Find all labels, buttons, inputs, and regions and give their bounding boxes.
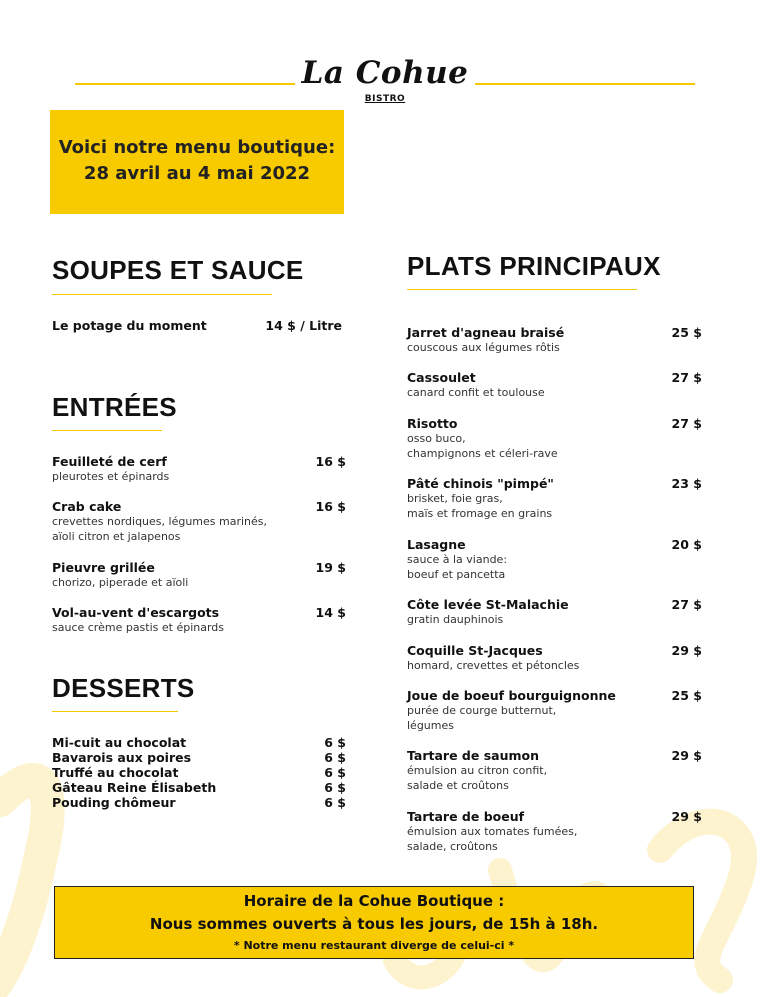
item-desc: purée de courge butternut, [407,704,557,717]
hours-note: * Notre menu restaurant diverge de celui-ci * [233,939,515,952]
menu-item [52,560,188,590]
menu-item [52,318,207,333]
dessert-price: 6 $ [324,735,346,750]
hours-title: Horaire de la Cohue Boutique : [243,892,505,910]
item-desc: brisket, foie gras, [407,492,503,505]
menu-item [407,537,507,582]
section-underline [52,294,272,295]
item-desc: champignons et céleri-rave [407,447,558,460]
item-name: Vol-au-vent d'escargots [52,605,220,620]
dessert-price: 6 $ [324,780,346,795]
item-price: 20 $ [671,537,702,552]
item-desc: sauce à la viande: [407,553,508,566]
item-price: 19 $ [315,560,346,575]
menu-item [407,325,564,355]
item-price: 14 $ / Litre [265,318,342,333]
item-desc: boeuf et pancetta [407,568,506,581]
promo-line-2: 28 avril au 4 mai 2022 [83,163,311,184]
item-name: Joue de boeuf bourguignonne [407,688,616,703]
dessert-item: Gâteau Reine Élisabeth [52,780,217,795]
item-price: 14 $ [315,605,346,620]
logo-title: La Cohue [301,55,469,91]
item-name: Lasagne [407,537,466,552]
promo-box [50,110,344,214]
item-price: 27 $ [671,370,702,385]
item-price: 29 $ [671,809,702,824]
item-desc: émulsion aux tomates fumées, [407,825,578,838]
dessert-item: Bavarois aux poires [52,750,192,765]
item-desc: canard confit et toulouse [407,386,545,399]
item-name: Coquille St-Jacques [407,643,543,658]
item-desc: gratin dauphinois [407,613,504,626]
section-underline [52,711,178,712]
menu-item [407,476,554,521]
item-desc: sauce crème pastis et épinards [52,621,225,634]
item-price: 29 $ [671,643,702,658]
dessert-price: 6 $ [324,750,346,765]
item-desc: salade et croûtons [407,779,509,792]
menu-item [407,809,577,854]
item-name: Pâté chinois "pimpé" [407,476,554,491]
logo-subtitle: BISTRO [364,94,406,104]
header-rule-left [75,83,295,85]
dessert-item: Pouding chômeur [52,795,176,810]
item-desc: légumes [407,719,454,732]
item-name: Le potage du moment [52,318,207,333]
item-desc: crevettes nordiques, légumes marinés, [52,515,267,528]
item-desc: homard, crevettes et pétoncles [407,659,580,672]
item-name: Feuilleté de cerf [52,454,167,469]
item-price: 29 $ [671,748,702,763]
item-desc: pleurotes et épinards [52,470,170,483]
item-desc: émulsion au citron confit, [407,764,548,777]
item-name: Pieuvre grillée [52,560,155,575]
menu-item [407,597,569,627]
header-rule-right [475,83,695,85]
section-title-entrees: ENTRÉES [52,392,177,422]
item-name: Crab cake [52,499,122,514]
dessert-item: Truffé au chocolat [52,765,179,780]
dessert-price: 6 $ [324,795,346,810]
item-desc: maïs et fromage en grains [407,507,553,520]
menu-item [407,370,545,400]
section-underline [52,430,162,431]
item-price: 25 $ [671,325,702,340]
section-title-desserts: DESSERTS [52,673,195,703]
menu-item [52,454,169,484]
item-price: 27 $ [671,416,702,431]
item-price: 16 $ [315,454,346,469]
item-name: Jarret d'agneau braisé [407,325,565,340]
menu-item [407,748,547,793]
dessert-item: Mi-cuit au chocolat [52,735,187,750]
hours-text: Nous sommes ouverts à tous les jours, de 15h à 18h. [149,915,599,933]
section-title-plats: PLATS PRINCIPAUX [407,251,661,281]
item-price: 23 $ [671,476,702,491]
item-price: 16 $ [315,499,346,514]
item-price: 25 $ [671,688,702,703]
item-name: Côte levée St-Malachie [407,597,569,612]
promo-line-1: Voici notre menu boutique: [58,137,336,158]
item-name: Cassoulet [407,370,476,385]
section-title-soupes: SOUPES ET SAUCE [52,255,304,285]
hours-box [54,886,694,959]
menu-item [52,499,267,544]
menu-item [407,643,579,673]
item-desc: chorizo, piperade et aïoli [52,576,189,589]
item-desc: osso buco, [407,432,466,445]
dessert-price: 6 $ [324,765,346,780]
menu-item [52,605,224,635]
item-name: Tartare de boeuf [407,809,525,824]
section-underline [407,289,637,290]
item-desc: aïoli citron et jalapenos [52,530,181,543]
item-name: Risotto [407,416,458,431]
menu-item [407,416,558,461]
item-desc: couscous aux légumes rôtis [407,341,560,354]
item-desc: salade, croûtons [407,840,498,853]
menu-item [407,688,616,733]
item-price: 27 $ [671,597,702,612]
item-name: Tartare de saumon [407,748,539,763]
